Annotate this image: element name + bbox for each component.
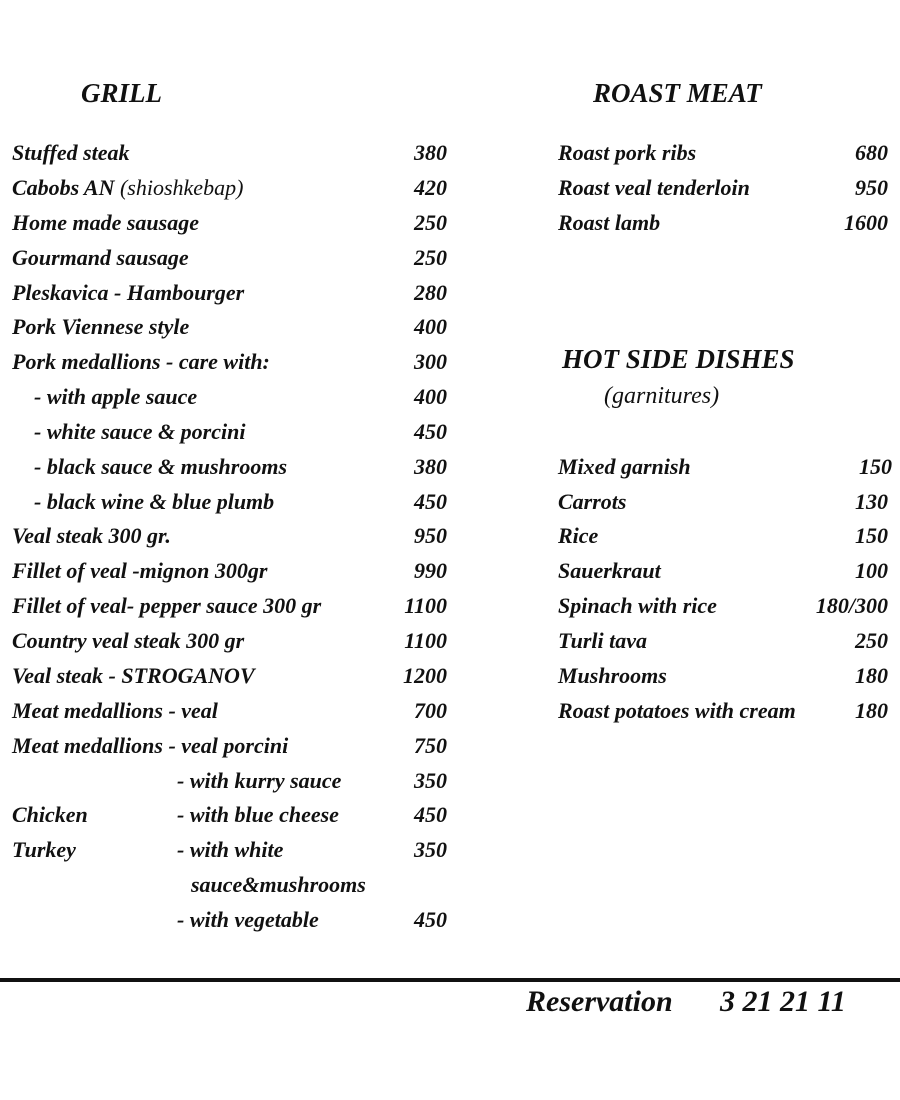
menu-item-price: 250 [414, 210, 447, 235]
menu-item-name: Roast potatoes with cream [558, 698, 796, 723]
menu-item-price: 1200 [403, 663, 447, 688]
menu-item-price: 700 [414, 698, 447, 723]
menu-item-price: 350 [414, 837, 447, 862]
menu-item-price: 950 [414, 523, 447, 548]
menu-item-price: 450 [414, 802, 447, 827]
menu-item-price: 420 [414, 175, 447, 200]
menu-item-name: Carrots [558, 489, 627, 514]
menu-item-price: 130 [855, 489, 888, 514]
menu-suboption-name: - black sauce & mushrooms [34, 454, 288, 479]
menu-suboption-continuation: sauce&mushrooms [191, 872, 366, 897]
menu-item-name: Country veal steak 300 gr [12, 628, 245, 653]
menu-item-price: 250 [855, 628, 888, 653]
menu-item-name: Veal steak 300 gr. [12, 523, 171, 548]
menu-suboption-name: - with white [177, 837, 284, 862]
menu-item-price: 400 [414, 384, 447, 409]
menu-item-price: 450 [414, 907, 447, 932]
menu-item-name: Fillet of veal -mignon 300gr [12, 558, 268, 583]
menu-item-name: Spinach with rice [558, 593, 717, 618]
menu-item-title: Cabobs AN [12, 175, 115, 200]
menu-item-name: Mixed garnish [558, 454, 691, 479]
menu-item-name: Veal steak - STROGANOV [12, 663, 255, 688]
menu-item-name: Roast veal tenderloin [558, 175, 750, 200]
menu-suboption-name: - with vegetable [177, 907, 319, 932]
menu-item-name: Pork Viennese style [12, 314, 190, 339]
menu-item-name: Gourmand sausage [12, 245, 189, 270]
menu-item-price: 380 [414, 454, 447, 479]
hot-side-dishes-subheading: (garnitures) [604, 383, 720, 409]
menu-item-price: 450 [414, 419, 447, 444]
menu-item-price: 280 [414, 280, 447, 305]
menu-item-price: 1100 [404, 628, 447, 653]
menu-item-name: Pork medallions - care with: [12, 349, 270, 374]
menu-item-price: 380 [414, 140, 447, 165]
menu-item-price: 400 [414, 314, 447, 339]
menu-item-price: 100 [855, 558, 888, 583]
menu-item-price: 750 [414, 733, 447, 758]
menu-item-price: 180 [855, 698, 888, 723]
menu-item-price: 180 [855, 663, 888, 688]
menu-item-price: 350 [414, 768, 447, 793]
menu-item-name: Sauerkraut [558, 558, 661, 583]
poultry-label-turkey: Turkey [12, 837, 76, 862]
menu-item-price: 180/300 [815, 593, 888, 618]
menu-item-price: 950 [855, 175, 888, 200]
menu-item-name: Home made sausage [12, 210, 199, 235]
roast-meat-heading: ROAST MEAT [593, 78, 762, 108]
menu-item-name: Mushrooms [558, 663, 667, 688]
menu-item-price: 150 [859, 454, 892, 479]
menu-item-name: Turli tava [558, 628, 648, 653]
menu-item-name: Meat medallions - veal [12, 698, 218, 723]
menu-item-name: Meat medallions - veal porcini [12, 733, 289, 758]
menu-item-price: 680 [855, 140, 888, 165]
menu-suboption-name: - with apple sauce [34, 384, 198, 409]
menu-item-name: Roast lamb [558, 210, 661, 235]
menu-item-name [12, 175, 243, 201]
grill-heading: GRILL [81, 78, 162, 108]
menu-item-name: Stuffed steak [12, 140, 130, 165]
menu-suboption-name: - black wine & blue plumb [34, 489, 275, 514]
menu-suboption-name: - white sauce & porcini [34, 419, 246, 444]
menu-item-price: 450 [414, 489, 447, 514]
menu-suboption-name: - with blue cheese [177, 802, 339, 827]
menu-item-price: 150 [855, 523, 888, 548]
menu-suboption-name: - with kurry sauce [177, 768, 342, 793]
menu-item-name: Roast pork ribs [558, 140, 697, 165]
menu-item-price: 1600 [844, 210, 888, 235]
menu-item-name: Fillet of veal- pepper sauce 300 gr [12, 593, 322, 618]
menu-item-note: (shioshkebap) [119, 175, 244, 200]
menu-item-price: 990 [414, 558, 447, 583]
menu-item-price: 300 [414, 349, 447, 374]
poultry-label-chicken: Chicken [12, 802, 88, 827]
menu-item-name: Pleskavica - Hambourger [12, 280, 245, 305]
menu-item-price: 1100 [404, 593, 447, 618]
hot-side-dishes-heading: HOT SIDE DISHES [562, 344, 795, 374]
menu-item-price: 250 [414, 245, 447, 270]
reservation-label: Reservation [526, 985, 673, 1018]
menu-item-name: Rice [558, 523, 599, 548]
reservation-phone: 3 21 21 11 [720, 985, 846, 1018]
footer-divider [0, 978, 900, 982]
